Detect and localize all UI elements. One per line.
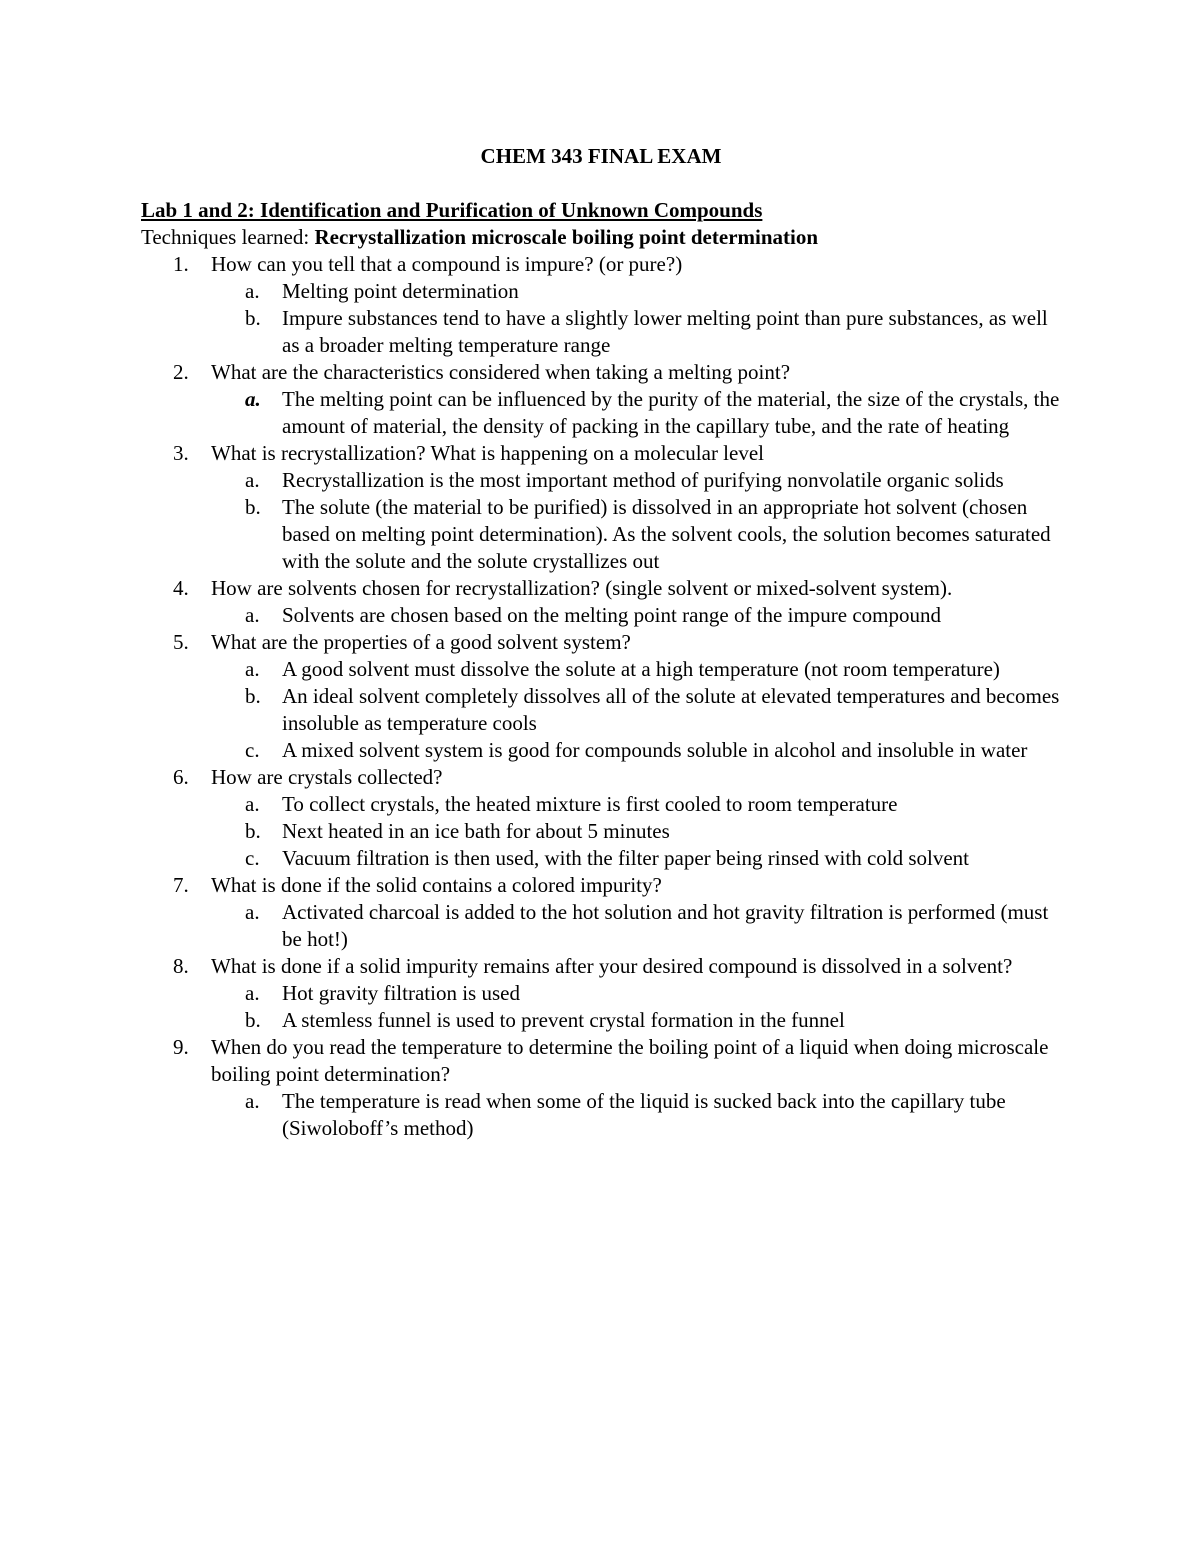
answer-text: An ideal solvent completely dissolves all of the solute at elevated temperatures and becomes insoluble as temperature cools (282, 684, 1060, 735)
answer-text: Vacuum filtration is then used, with the filter paper being rinsed with cold solvent (282, 846, 970, 870)
answer-list (211, 899, 1061, 953)
question-text: How are crystals collected? (211, 765, 443, 789)
answer-item (141, 737, 1061, 764)
question-item (141, 764, 1061, 872)
answer-item (141, 1007, 1061, 1034)
answer-text: Recrystallization is the most important method of purifying nonvolatile organic solids (282, 468, 1004, 492)
answer-item (141, 386, 1061, 440)
question-text: What is recrystallization? What is happening on a molecular level (211, 441, 764, 465)
question-number: 8. (173, 954, 189, 978)
answer-text: The melting point can be influenced by the purity of the material, the size of the crystals, the amount of material, the density of packing in the capillary tube, and the rate of heating (282, 387, 1060, 438)
answer-letter: c. (245, 846, 260, 870)
answer-list (211, 656, 1061, 764)
answer-list (211, 791, 1061, 872)
question-text: How can you tell that a compound is impure? (or pure?) (211, 252, 683, 276)
answer-list (211, 386, 1061, 440)
answer-text: Activated charcoal is added to the hot solution and hot gravity filtration is performed (must be hot!) (282, 900, 1049, 951)
question-item (141, 953, 1061, 1034)
answer-item (141, 845, 1061, 872)
answer-letter: c. (245, 738, 260, 762)
answer-text: Solvents are chosen based on the melting point range of the impure compound (282, 603, 942, 627)
answer-text: Impure substances tend to have a slightly lower melting point than pure substances, as well as a broader melting temperature range (282, 306, 1048, 357)
answer-list (211, 1088, 1061, 1142)
question-number: 5. (173, 630, 189, 654)
answer-text: Next heated in an ice bath for about 5 minutes (282, 819, 670, 843)
answer-item (141, 656, 1061, 683)
answer-item (141, 818, 1061, 845)
answer-list (211, 980, 1061, 1034)
question-number: 1. (173, 252, 189, 276)
answer-list (211, 467, 1061, 575)
section-heading: Lab 1 and 2: Identification and Purification of Unknown Compounds (141, 198, 763, 222)
answer-text: A mixed solvent system is good for compounds soluble in alcohol and insoluble in water (282, 738, 1028, 762)
answer-item (141, 602, 1061, 629)
question-item (141, 629, 1061, 764)
question-text: What is done if the solid contains a colored impurity? (211, 873, 662, 897)
answer-letter: b. (245, 819, 261, 843)
question-list (141, 251, 1061, 1142)
question-number: 3. (173, 441, 189, 465)
question-text: What are the properties of a good solvent system? (211, 630, 631, 654)
question-number: 2. (173, 360, 189, 384)
techniques-line (141, 224, 1061, 251)
question-item (141, 872, 1061, 953)
answer-text: The solute (the material to be purified) is dissolved in an appropriate hot solvent (chosen based on melting point determination). As the solvent cools, the solution becomes saturated with the solute and the solute crystallizes out (282, 495, 1051, 573)
answer-text: A stemless funnel is used to prevent crystal formation in the funnel (282, 1008, 845, 1032)
answer-letter: a. (245, 657, 260, 681)
question-text: When do you read the temperature to determine the boiling point of a liquid when doing microscale boiling point determination? (211, 1035, 1049, 1086)
document-content (141, 143, 1061, 1142)
question-item (141, 440, 1061, 575)
question-number: 7. (173, 873, 189, 897)
answer-item (141, 683, 1061, 737)
answer-text: Hot gravity filtration is used (282, 981, 520, 1005)
techniques-value: Recrystallization microscale boiling point determination (314, 225, 819, 249)
answer-item (141, 467, 1061, 494)
answer-letter: a. (245, 603, 260, 627)
answer-letter: b. (245, 1008, 261, 1032)
answer-letter: a. (245, 279, 260, 303)
question-number: 9. (173, 1035, 189, 1059)
question-text: What is done if a solid impurity remains after your desired compound is dissolved in a solvent? (211, 954, 1013, 978)
question-text: What are the characteristics considered when taking a melting point? (211, 360, 791, 384)
answer-item (141, 494, 1061, 575)
answer-letter: b. (245, 495, 261, 519)
answer-item (141, 980, 1061, 1007)
question-number: 6. (173, 765, 189, 789)
answer-letter: a. (245, 387, 261, 411)
answer-text: A good solvent must dissolve the solute at a high temperature (not room temperature) (282, 657, 1000, 681)
answer-text: Melting point determination (282, 279, 519, 303)
answer-list (211, 278, 1061, 359)
answer-item (141, 899, 1061, 953)
answer-text: To collect crystals, the heated mixture is first cooled to room temperature (282, 792, 898, 816)
answer-item (141, 278, 1061, 305)
answer-item (141, 791, 1061, 818)
question-item (141, 1034, 1061, 1142)
answer-item (141, 1088, 1061, 1142)
question-item (141, 359, 1061, 440)
answer-item (141, 305, 1061, 359)
document-title: CHEM 343 FINAL EXAM (480, 144, 722, 168)
answer-letter: a. (245, 468, 260, 492)
answer-letter: a. (245, 900, 260, 924)
answer-letter: a. (245, 1089, 260, 1113)
techniques-label: Techniques learned: (141, 225, 315, 249)
question-text: How are solvents chosen for recrystallization? (single solvent or mixed-solvent system). (211, 576, 953, 600)
answer-letter: b. (245, 306, 261, 330)
answer-text: The temperature is read when some of the liquid is sucked back into the capillary tube (Siwoloboff’s method) (282, 1089, 1006, 1140)
answer-letter: a. (245, 981, 260, 1005)
answer-letter: b. (245, 684, 261, 708)
question-number: 4. (173, 576, 189, 600)
question-item (141, 575, 1061, 629)
answer-letter: a. (245, 792, 260, 816)
answer-list (211, 602, 1061, 629)
question-item (141, 251, 1061, 359)
